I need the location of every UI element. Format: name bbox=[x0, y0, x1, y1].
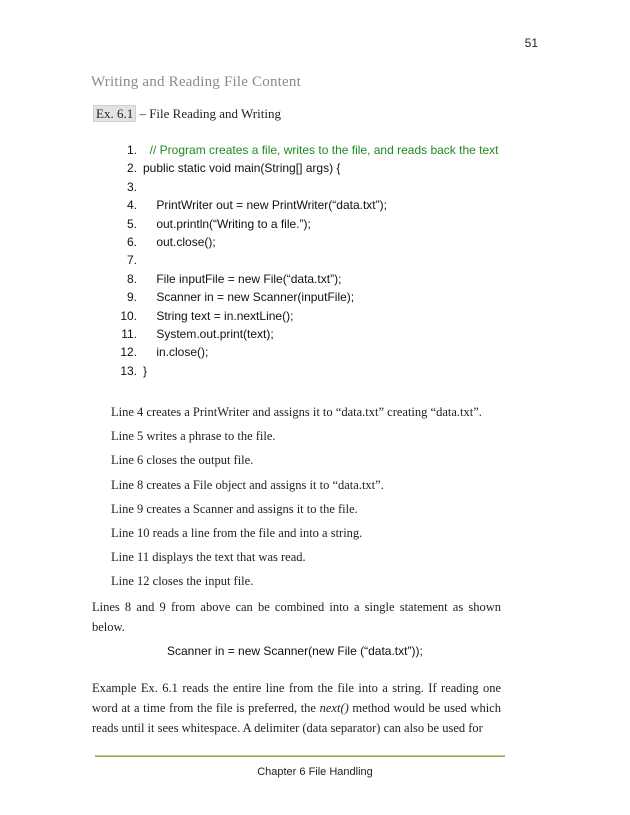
code-line bbox=[115, 307, 499, 325]
combine-paragraph: Lines 8 and 9 from above can be combined into a single statement as shown below. bbox=[92, 600, 501, 634]
code-line-number: 8. bbox=[126, 271, 137, 286]
example-paragraph-part2: method would be used which reads until it sees whitespace. A delimiter (data separator) can also be used for bbox=[92, 701, 501, 735]
code-line bbox=[115, 178, 499, 196]
example-paragraph-part1: Example Ex. 6.1 reads the entire line from the file into a string. If reading one word at a time from the file is preferred, the bbox=[92, 681, 501, 715]
page-number: 51 bbox=[524, 36, 538, 50]
code-line-text: File inputFile = new File(“data.txt”); bbox=[143, 271, 342, 286]
code-line-text: public static void main(String[] args) { bbox=[143, 161, 341, 176]
explanation-line: Line 9 creates a Scanner and assigns it to the file. bbox=[111, 501, 358, 516]
code-line bbox=[115, 141, 499, 159]
footer-rule bbox=[95, 755, 505, 757]
code-line-number: 1. bbox=[126, 143, 137, 157]
code-line-text: // Program creates a file, writes to the file, and reads back the text bbox=[143, 143, 499, 157]
explanation-line: Line 10 reads a line from the file and into a string. bbox=[111, 525, 363, 540]
code-line-number: 6. bbox=[126, 234, 137, 249]
explanation-line: Line 6 closes the output file. bbox=[111, 453, 254, 468]
code-line bbox=[115, 233, 499, 251]
example-title: – File Reading and Writing bbox=[136, 106, 281, 121]
code-line bbox=[115, 270, 499, 288]
code-line-text: in.close(); bbox=[143, 345, 209, 360]
explanation-line: Line 11 displays the text that was read. bbox=[111, 550, 306, 565]
code-line-text: Scanner in = new Scanner(inputFile); bbox=[143, 290, 355, 305]
code-line bbox=[115, 325, 499, 343]
code-line-number: 5. bbox=[126, 216, 137, 231]
code-line bbox=[115, 215, 499, 233]
code-line-number: 3. bbox=[126, 179, 137, 194]
code-line-text: String text = in.nextLine(); bbox=[143, 308, 294, 323]
code-line-text: out.close(); bbox=[143, 234, 216, 249]
code-line-number: 2. bbox=[126, 161, 137, 176]
code-line bbox=[115, 159, 499, 177]
code-line bbox=[115, 343, 499, 361]
explanation-line: Line 8 creates a File object and assigns it to “data.txt”. bbox=[111, 477, 384, 492]
code-line-text: System.out.print(text); bbox=[143, 326, 274, 341]
code-line-number: 7. bbox=[126, 253, 137, 268]
explanation-line: Line 5 writes a phrase to the file. bbox=[111, 429, 276, 444]
code-line-number: 4. bbox=[126, 198, 137, 213]
example-tag: Ex. 6.1 bbox=[93, 105, 136, 122]
example-paragraph bbox=[92, 678, 501, 738]
footer-chapter-title: Chapter 6 File Handling bbox=[257, 766, 373, 778]
code-line bbox=[115, 251, 499, 269]
line-explanations bbox=[111, 400, 482, 594]
code-line-number: 10. bbox=[120, 308, 137, 323]
code-line-text: out.println(“Writing to a file.”); bbox=[143, 216, 311, 231]
code-line bbox=[115, 288, 499, 306]
code-line-text: PrintWriter out = new PrintWriter(“data.txt”); bbox=[143, 198, 387, 213]
code-listing bbox=[115, 141, 499, 380]
code-line-number: 12. bbox=[120, 345, 137, 360]
combined-code-statement: Scanner in = new Scanner(new File (“data.txt”)); bbox=[167, 644, 423, 658]
explanation-line: Line 12 closes the input file. bbox=[111, 574, 254, 589]
explanation-line: Line 4 creates a PrintWriter and assigns it to “data.txt” creating “data.txt”. bbox=[111, 405, 482, 419]
code-line-number: 9. bbox=[126, 290, 137, 305]
code-line-number: 13. bbox=[120, 363, 137, 378]
section-heading: Writing and Reading File Content bbox=[91, 74, 301, 90]
code-line-text: } bbox=[143, 363, 148, 378]
code-line bbox=[115, 196, 499, 214]
code-line-number: 11. bbox=[121, 326, 137, 341]
example-heading bbox=[93, 106, 281, 122]
code-line bbox=[115, 362, 499, 380]
next-method-name: next() bbox=[319, 701, 349, 715]
